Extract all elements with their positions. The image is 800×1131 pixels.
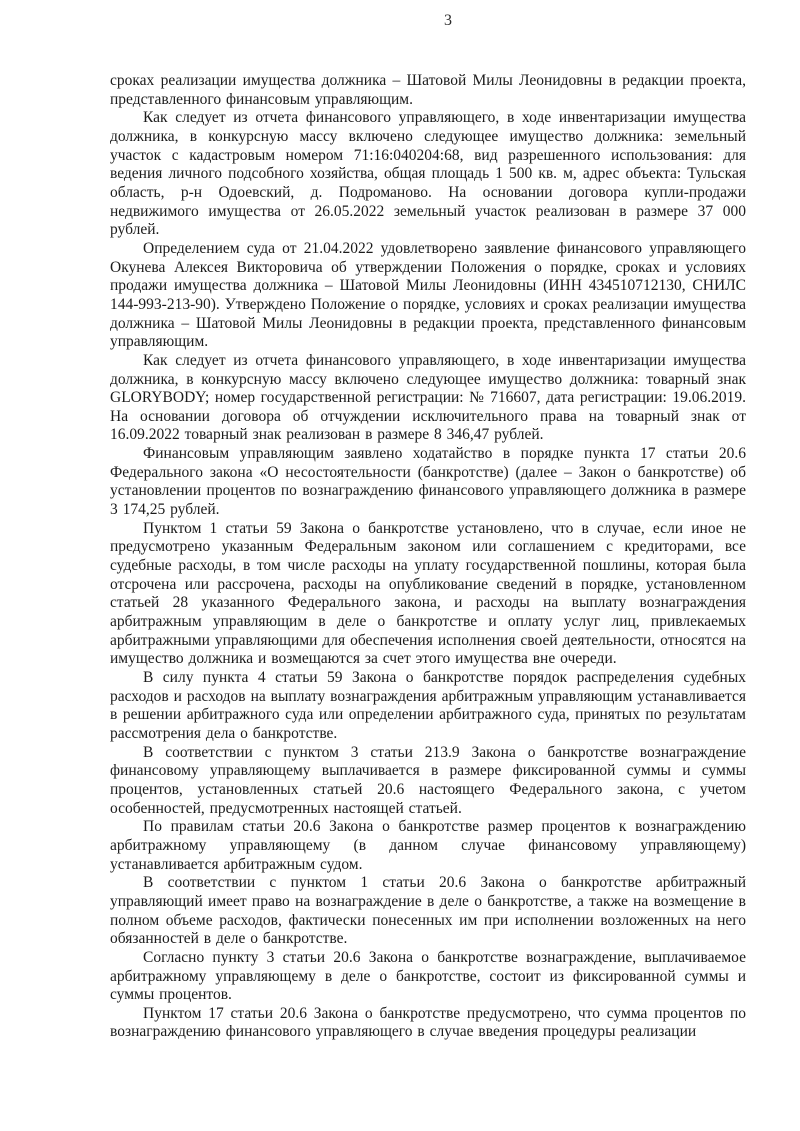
page-number: 3 [444,12,452,29]
paragraph-article-20-6-rules: По правилам статьи 20.6 Закона о банкротстве размер процентов к вознаграждению арбитражному управляющему (в данном случае финансовому управляющему) устанавливается арбитражным судом. [110,818,746,873]
paragraph-motion: Финансовым управляющим заявлено ходатайство в порядке пункта 17 статьи 20.6 Федерального закона «О несостоятельности (банкротстве) (далее – Закон о банкротстве) об установлении процентов по вознаграждению финансового управляющего должника в размере 3 174,25 рублей. [110,445,746,519]
paragraph-continuation: сроках реализации имущества должника – Шатовой Милы Леонидовны в редакции проекта, представленного финансовым управляющим. [110,72,746,108]
paragraph-article-59-p4: В силу пункта 4 статьи 59 Закона о банкротстве порядок распределения судебных расходов и расходов на выплату вознаграждения арбитражным управляющим устанавливается в решении арбитражного суда или определении арбитражного суда, принятых по результатам рассмотрения дела о банкротстве. [110,669,746,742]
paragraph-article-20-6-p1: В соответствии с пунктом 1 статьи 20.6 Закона о банкротстве арбитражный управляющий имеет право на вознаграждение в деле о банкротстве, а также на возмещение в полном объеме расходов, фактически понесенных им при исполнении возложенных на него обязанностей в деле о банкротстве. [110,874,746,948]
paragraph-court-ruling: Определением суда от 21.04.2022 удовлетворено заявление финансового управляющего Окунева Алексея Викторовича об утверждении Положения о порядке, сроках и условиях продажи имущества должника – Шатовой Милы Леонидовны (ИНН 434510712130, СНИЛС 144-993-213-90). Утверждено Положение о порядке, условиях и сроках реализации имущества должника – Шатовой Милы Леонидовны в редакции проекта, представленного финансовым управляющим. [110,239,746,351]
paragraph-article-213-9: В соответствии с пунктом 3 статьи 213.9 Закона о банкротстве вознаграждение финансовому управляющему выплачивается в размере фиксированной суммы и суммы процентов, установленных статьей 20.6 настоящего Федерального закона, с учетом особенностей, предусмотренных настоящей статьей. [110,743,746,817]
document-body [110,72,746,1042]
paragraph-article-20-6-p17: Пунктом 17 статьи 20.6 Закона о банкротстве предусмотрено, что сумма процентов по вознаграждению финансового управляющего в случае введения процедуры реализации [110,1004,746,1041]
paragraph-inventory-land: Как следует из отчета финансового управляющего, в ходе инвентаризации имущества должника, в конкурсную массу включено следующее имущество должника: земельный участок с кадастровым номером 71:16:040204:68, вид разрешенного использования: для ведения личного подсобного хозяйства, общая площадь 1 500 кв. м, адрес объекта: Тульская область, р-н Одоевский, д. Подроманово. На основании договора купли-продажи недвижимого имущества от 26.05.2022 земельный участок реализован в размере 37 000 рублей. [110,109,746,239]
paragraph-article-20-6-p3: Согласно пункту 3 статьи 20.6 Закона о банкротстве вознаграждение, выплачиваемое арбитражному управляющему в деле о банкротстве, состоит из фиксированной суммы и суммы процентов. [110,948,746,1004]
paragraph-article-59-p1: Пунктом 1 статьи 59 Закона о банкротстве установлено, что в случае, если иное не предусмотрено указанным Федеральным законом или соглашением с кредиторами, все судебные расходы, в том числе расходы на уплату государственной пошлины, которая была отсрочена или рассрочена, расходы на опубликование сведений в порядке, установленном статьей 28 указанного Федерального закона, и расходы на выплату вознаграждения арбитражным управляющим в деле о банкротстве и оплату услуг лиц, привлекаемых арбитражными управляющими для обеспечения исполнения своей деятельности, относятся на имущество должника и возмещаются за счет этого имущества вне очереди. [110,519,746,668]
paragraph-inventory-trademark: Как следует из отчета финансового управляющего, в ходе инвентаризации имущества должника, в конкурсную массу включено следующее имущество должника: товарный знак GLORYBODY; номер государственной регистрации: № 716607, дата регистрации: 19.06.2019. На основании договора об отчуждении исключительного права на товарный знак от 16.09.2022 товарный знак реализован в размере 8 346,47 рублей. [110,351,746,444]
